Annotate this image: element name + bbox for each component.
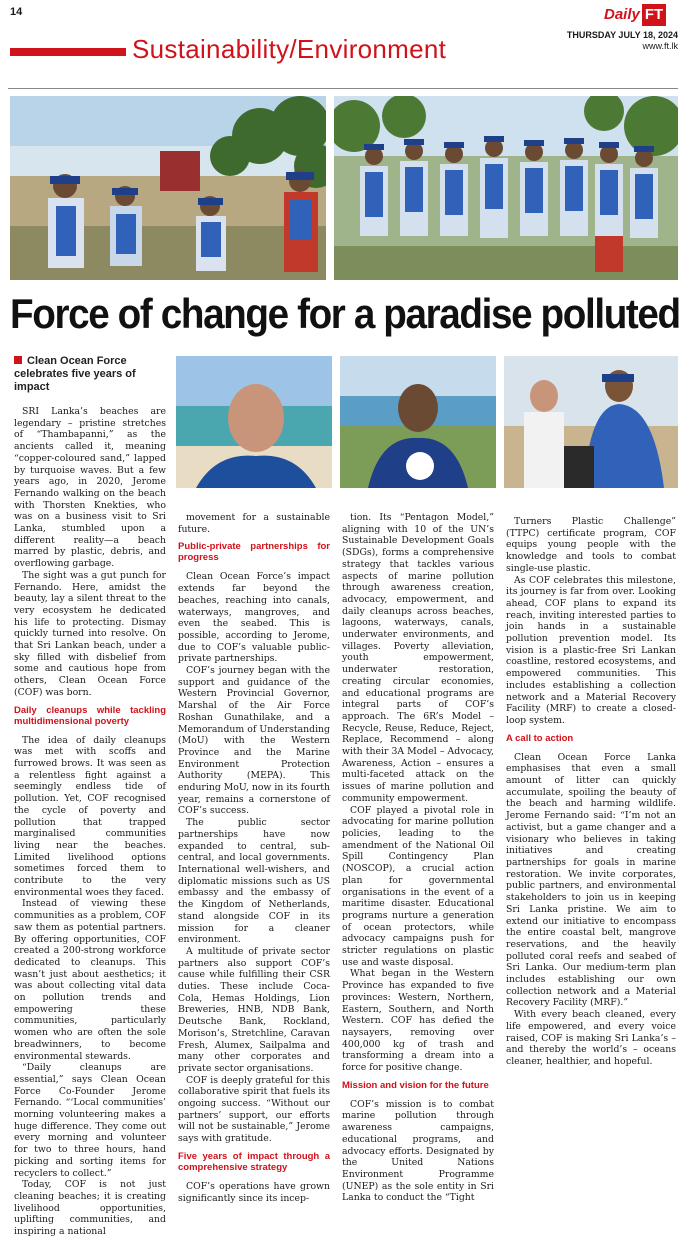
paragraph: COF’s journey began with the support and guidance of the Western Provincial Governor, Marshal of the Air Force Roshan Gunathilake, and a Memorandum of Understanding (MoU) with the Western Province and the Marine Environment Protection Authority (MEPA). This enduring MoU, now in its fourth year, remains a cornerstone of COF’s success. bbox=[178, 665, 330, 817]
paragraph: Instead of viewing these communities as a problem, COF saw them as potential partners. By offering opportunities, COF created a 200-strong workforce dedicated to cleanups. This wasn’t just about aesthetics; it was about collecting vital data on pollution trends and empowering these communities, particularly women who are often the sole breadwinners, to become environmental stewards. bbox=[14, 898, 166, 1062]
website-url: www.ft.lk bbox=[642, 41, 678, 51]
headline: Force of change for a paradise polluted bbox=[10, 290, 680, 337]
kicker-text: Clean Ocean Force celebrates five years of impact bbox=[14, 355, 136, 393]
section-accent-bar bbox=[10, 48, 126, 56]
paragraph: Clean Ocean Force’s impact extends far beyond the beaches, reaching into canals, waterways, mangroves, and even the seabed. This is possible, according to Jerome, due to COF’s valuable public-private partnerships. bbox=[178, 571, 330, 665]
paragraph: COF’s mission is to combat marine pollution through awareness campaigns, educational programs, and advocacy efforts. Designated by the United Nations Environment Programme (UNEP) as the sole entity in Sri Lanka to conduct the “Tight bbox=[342, 1098, 494, 1204]
paragraph: Today, COF is not just cleaning beaches; it is creating livelihood opportunities, uplifting communities, and inspiring a national bbox=[14, 1179, 166, 1238]
logo-ft-text: FT bbox=[642, 4, 666, 26]
paragraph: COF is deeply grateful for this collaborative spirit that fuels its ongoing success. “Without our partners’ support, our efforts will not be sustainable,” Jerome says with gratitude. bbox=[178, 1074, 330, 1145]
paragraph: What began in the Western Province has expanded to five provinces: Western, Northern, Eastern, Southern, and North Western. COF has defied the naysayers, removing over 400,000 kg of trash and transforming a dream into a force for positive change. bbox=[342, 968, 494, 1074]
subheading: Five years of impact through a comprehensive strategy bbox=[178, 1150, 330, 1173]
paragraph: COF played a pivotal role in advocating for marine pollution policies, leading to the amendment of the National Oil Spill Contingency Plan (NOSCOP), a crucial action plan for governmental organisations in the event of a maritime disaster. Educational programs nurture a generation of ocean protectors, while advocacy campaigns push for stricter regulations on plastic use and waste disposal. bbox=[342, 804, 494, 968]
paragraph: A multitude of private sector partners also support COF’s cause while fulfilling their CSR duties. These include Coca-Cola, Hemas Holdings, Lion Breweries, HNB, NDB Bank, Deutsche Bank, Rockland, Morison’s, Stretchline, Caravan Fresh, Alumex, Sailpalma and many other corporates and private sector organisations. bbox=[178, 945, 330, 1074]
paragraph: As COF celebrates this milestone, its journey is far from over. Looking ahead, COF plans to expand its reach, inviting interested parties to join hands in a sustainable pollution prevention model. Its vision is a plastic-free Sri Lankan coastline, restored ecosystems, and empowered communities. This includes establishing a collection network and a Material Recovery Facility (MRF) to create a closed-loop system. bbox=[506, 574, 676, 726]
subheading: A call to action bbox=[506, 732, 574, 744]
logo-daily-text: Daily bbox=[604, 6, 640, 23]
paragraph: tion. Its “Pentagon Model,” aligning with 10 of the UN’s Sustainable Development Goals (SDGs), forms a comprehensive strategy that tackles various aspects of marine pollution through awareness creation, advocacy, empowerment, and daily cleanups across beaches, lagoons, waterways, canals, underwater environments, and villages. Poverty alleviation, youth empowerment, underwater restoration, creating circular economies, and educational programs are integral parts of COF’s approach. The 6R’s Model – Recycle, Reuse, Reduce, Reject, Replace, Recommend – along with their 3A Model – Advocacy, Awareness, Action – ensures a multi-faceted attack on the issues of marine pollution and community empowerment. bbox=[342, 512, 494, 804]
paragraph: Clean Ocean Force Lanka emphasises that even a small amount of litter can quickly accumulate, spoiling the beauty of the beach and harming wildlife. Jerome Fernando said: “I’m not an activist, but a game changer and a visionary who believes in taking initiatives and creating partnerships for goals in marine restoration. We invite corporates, public partners, and environmental stakeholders to join us in keeping Sri Lanka pristine. We aim to extend our initiative to encompass the entire coastal belt, mangrove reservations, and the heavily polluted coral reefs and seabed of Sri Lanka. Our medium-term plan includes establishing our own collection network and a Material Recovery Facility (MRF).” bbox=[506, 751, 676, 1009]
beach-cleanup-photo bbox=[10, 96, 326, 280]
issue-date: THURSDAY JULY 18, 2024 bbox=[566, 30, 678, 40]
portrait-jerome bbox=[340, 356, 496, 488]
paragraph: The idea of daily cleanups was met with scoffs and furrowed brows. It was seen as a relentless fight against a seemingly endless tide of pollution. Yet, COF recognised the cycle of poverty and pollution that trapped marginalised communities living near the beaches. Limited livelihood options sometimes forced them to contribute to the very environmental woes they faced. bbox=[14, 734, 166, 898]
page-number: 14 bbox=[10, 6, 23, 18]
kicker-square-icon bbox=[14, 356, 22, 364]
paragraph: Turners Plastic Challenge” (TTPC) certificate program, COF equips young people with the knowledge and tools to combat single-use plastic. bbox=[506, 516, 676, 574]
group-photo bbox=[334, 96, 678, 280]
paragraph: “Daily cleanups are essential,” says Clean Ocean Force Co-Founder Jerome Fernando. “‘Local communities’ morning volunteering makes a huge difference. They come out every morning and volunteer for two to three hours, hand picking and sorting items for recyclers to collect.” bbox=[14, 1062, 166, 1179]
article-column-4 bbox=[506, 516, 676, 1068]
paragraph: With every beach cleaned, every life empowered, and every voice raised, COF is making Sri Lanka’s – and thereby the world’s – oceans cleaner, healthier, and hopeful. bbox=[506, 1009, 676, 1067]
masthead-divider bbox=[8, 88, 678, 89]
article-column-3 bbox=[342, 512, 494, 1204]
portrait-thorsten bbox=[176, 356, 332, 488]
subheading: Daily cleanups while tackling multidimensional poverty bbox=[14, 704, 166, 727]
subheading: Public-private partnerships for progress bbox=[178, 541, 330, 564]
paragraph: The public sector partnerships have now expanded to central, sub-central, and local governments. International well-wishers, and diplomatic missions such as US embassy and the embassy of the Kingdom of Netherlands, stand alongside COF in its mission for a cleaner environment. bbox=[178, 817, 330, 946]
daily-ft-logo bbox=[604, 4, 678, 26]
kicker bbox=[14, 355, 164, 394]
article-column-2 bbox=[178, 512, 330, 1204]
paragraph: movement for a sustainable future. bbox=[178, 512, 330, 535]
paragraph: The sight was a gut punch for Fernando. Here, amidst the beauty, lay a silent threat to the very ecosystem he dedicated his life to protecting. Dismay quickly turned into resolve. On that Sri Lankan beach, under a sky filled with disbelief from some and cautious hope from others, Clean Ocean Force (COF) was born. bbox=[14, 569, 166, 698]
section-title: Sustainability/Environment bbox=[132, 34, 447, 64]
cleanup-volunteers-photo bbox=[504, 356, 678, 488]
paragraph: COF’s operations have grown significantly since its incep- bbox=[178, 1180, 330, 1204]
paragraph: SRI Lanka’s beaches are legendary – pristine stretches of “Thambapanni,” as the ancients called it, meaning “copper-coloured sand,” lapped by turquoise waves. But a few years ago, in 2020, Jerome Fernando walking on the beach with Thorsten Knekties, who was on a business visit to Sri Lanka, stumbled upon a different reality—a beach marred by plastic, debris, and overflowing garbage. bbox=[14, 406, 166, 570]
article-column-1 bbox=[14, 406, 166, 1238]
subheading: Mission and vision for the future bbox=[342, 1079, 489, 1091]
